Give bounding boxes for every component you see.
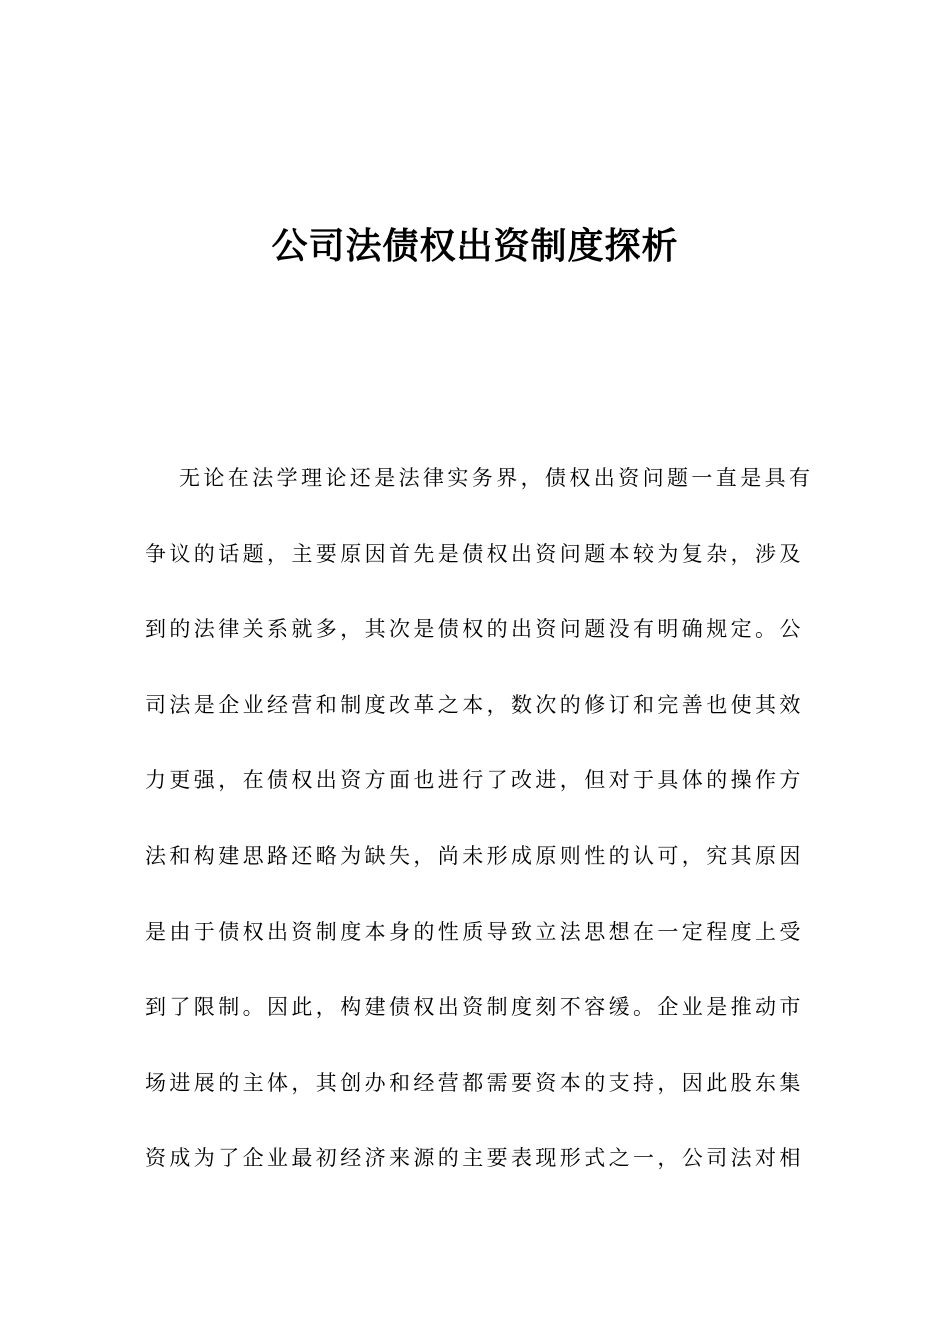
document-body bbox=[145, 458, 814, 1214]
paragraph-line: 争议的话题，主要原因首先是债权出资问题本较为复杂，涉及 bbox=[145, 541, 804, 566]
paragraph-line: 力更强，在债权出资方面也进行了改进，但对于具体的操作方 bbox=[145, 768, 804, 793]
paragraph-line: 是由于债权出资制度本身的性质导致立法思想在一定程度上受 bbox=[145, 919, 804, 944]
paragraph-line: 无论在法学理论还是法律实务界，债权出资问题一直是具有 bbox=[179, 466, 814, 490]
paragraph-line: 到了限制。因此，构建债权出资制度刻不容缓。企业是推动市 bbox=[145, 995, 804, 1020]
paragraph-line: 资成为了企业最初经济来源的主要表现形式之一，公司法对相 bbox=[145, 1146, 804, 1171]
paragraph-line: 到的法律关系就多，其次是债权的出资问题没有明确规定。公 bbox=[145, 617, 804, 642]
paragraph-line: 场进展的主体，其创办和经营都需要资本的支持，因此股东集 bbox=[145, 1070, 804, 1095]
document-title: 公司法债权出资制度探析 bbox=[271, 226, 679, 267]
paragraph-line: 司法是企业经营和制度改革之本，数次的修订和完善也使其效 bbox=[145, 692, 804, 717]
paragraph-line: 法和构建思路还略为缺失，尚未形成原则性的认可，究其原因 bbox=[145, 843, 804, 868]
